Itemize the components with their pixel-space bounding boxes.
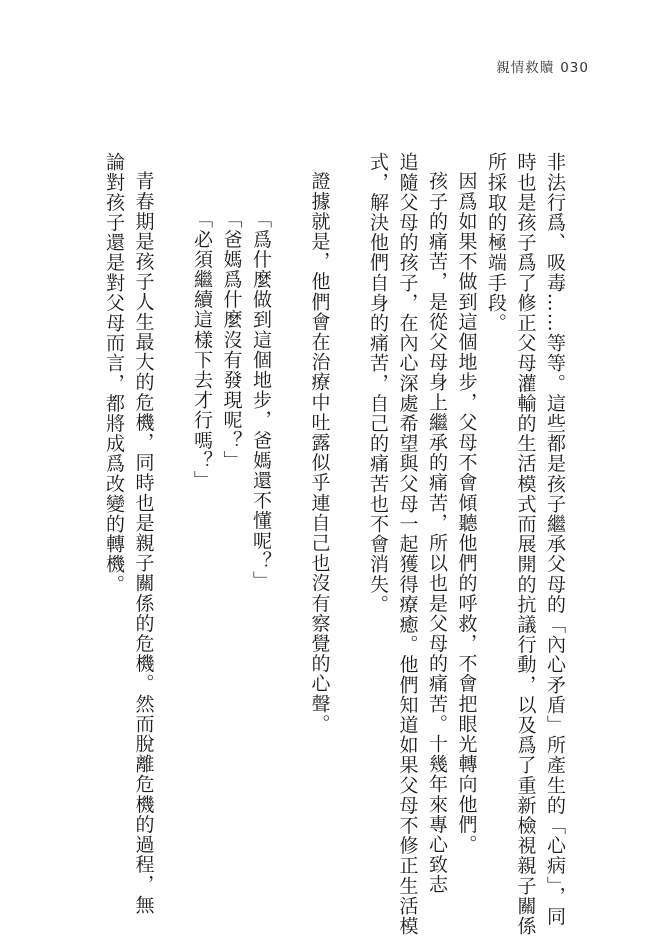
running-header [496,56,589,76]
body-text [99,152,569,936]
page-number: 030 [560,60,589,76]
text-line-5: 孩子的痛苦，是從父母身上繼承的痛苦，所以也是父母的痛苦。十幾年來專心致志 [426,171,448,895]
text-line-8: 證據就是，他們會在治療中吐露似乎連自己也沒有察覺的心聲。 [308,171,331,734]
quote-line-3: 「必須繼續這樣下去才行嗎？」 [191,209,213,491]
book-title: 親情救贖 [496,60,555,76]
text-line-2: 時也是孩子爲了修正父母灌輸的生活模式而展開的抗議行動，以及爲了重新檢視親子關係 [514,152,537,936]
text-line-3: 所採取的極端手段。 [485,152,507,333]
text-line-7: 式，解決他們自身的痛苦，自己的痛苦也不會消失。 [367,152,389,615]
quote-line-2: 「爸媽爲什麼沒有發現呢？」 [220,209,243,471]
text-line-10: 論對孩子還是對父母而言，都將成爲改變的轉機。 [103,152,125,595]
quote-line-1: 「爲什麼做到這個地步，爸媽還不懂呢？」 [250,209,272,591]
text-line-1: 非法行爲、吸毒……等等。這些都是孩子繼承父母的「內心矛盾」所產生的「心病」，同 [544,152,566,927]
text-line-4: 因爲如果不做到這個地步，父母不會傾聽他們的呼救，不會把眼光轉向他們。 [455,171,478,855]
text-line-9: 青春期是孩子人生最大的危機，同時也是親子關係的危機。然而脫離危機的過程，無 [132,171,155,915]
text-line-6: 追隨父母的孩子，在內心深處希望與父母一起獲得療癒。他們知道如果父母不修正生活模 [396,152,419,936]
